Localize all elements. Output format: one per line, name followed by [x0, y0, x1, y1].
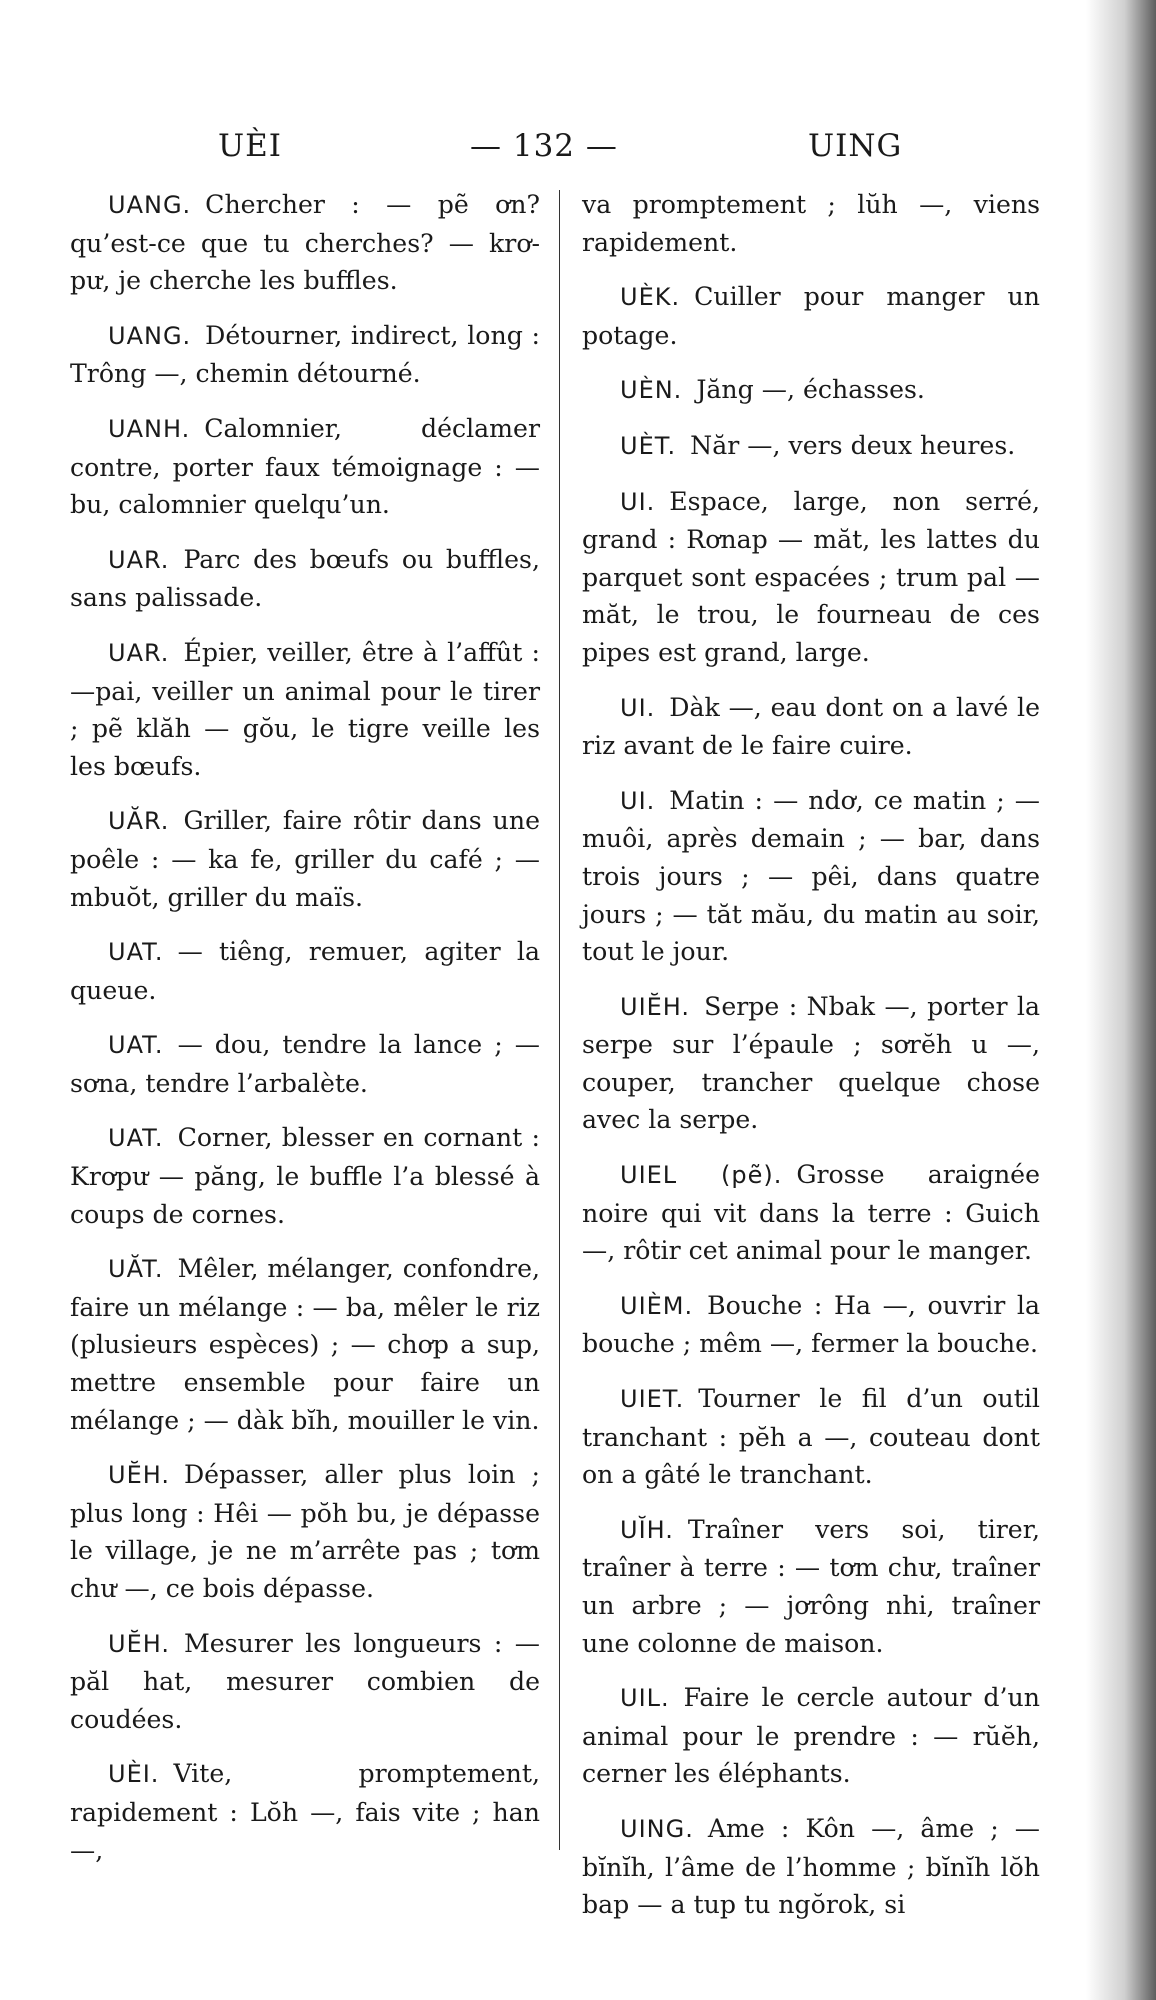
- entry-headword: UĔH.: [108, 1461, 170, 1490]
- dictionary-entry: [70, 1755, 540, 1869]
- dictionary-entry: [582, 782, 1040, 971]
- entry-definition: Griller, faire rôtir dans une poêle : — ka fe, griller du café ; — mbuŏt, griller du maïs.: [70, 806, 540, 912]
- column-divider: [559, 190, 560, 1850]
- entry-definition: Matin : — ndơ, ce matin ; — muôi, après demain ; — bar, dans trois jours ; — pêi, dans quatre jours ; — tăt mău, du matin au soir, tout le jour.: [582, 785, 1040, 967]
- left-column: [70, 186, 540, 1886]
- entry-headword: UAT.: [108, 938, 164, 967]
- dictionary-entry: [70, 1119, 540, 1233]
- entry-headword: UIĔH.: [620, 992, 691, 1021]
- dictionary-entry: [582, 1511, 1040, 1662]
- dictionary-entry: [70, 1456, 540, 1607]
- entry-definition: Calomnier, déclamer contre, porter faux témoignage : — bu, calomnier quelqu’un.: [70, 413, 540, 520]
- dictionary-entry: [582, 1287, 1040, 1363]
- entry-headword: UÈN.: [620, 376, 683, 405]
- entry-headword: UIET.: [620, 1385, 685, 1414]
- entry-definition: Tourner le fil d’un outil tranchant : pĕh a —, couteau dont on a gâté le tranchant.: [582, 1384, 1040, 1490]
- entry-headword: UĂT.: [108, 1255, 164, 1284]
- dictionary-entry: [70, 1625, 540, 1739]
- entry-definition: Bouche : Ha —, ouvrir la bouche ; mêm —, fermer la bouche.: [582, 1290, 1040, 1359]
- dictionary-entry: [582, 483, 1040, 672]
- entry-definition: Traîner vers soi, tirer, traîner à terre : — tơm chư, traîner un arbre ; — jơrông nhi, traîner une colonne de maison.: [582, 1514, 1040, 1658]
- entry-headword: UÈT.: [620, 431, 677, 460]
- entry-definition: Parc des bœufs ou buffles, sans palissade.: [70, 544, 540, 613]
- entry-definition: Dépasser, aller plus loin ; plus long : Hêi — pŏh bu, je dépasse le village, je ne m’arrête pas ; tơm chư —, ce bois dépasse.: [70, 1460, 540, 1603]
- entry-headword: UIÈM.: [620, 1291, 694, 1320]
- entry-definition: Détourner, indirect, long : Trông —, chemin détourné.: [70, 320, 540, 389]
- right-column: [582, 186, 1040, 1941]
- entry-headword: UĬH.: [620, 1515, 674, 1544]
- entry-definition: Ame : Kôn —, âme ; — bĭnĭh, l’âme de l’homme ; bĭnĭh lŏh bap — a tup tu ngŏrok, si: [582, 1813, 1040, 1920]
- entry-definition: Serpe : Nbak —, porter la serpe sur l’épaule ; sơrĕh u —, couper, trancher quelque chose avec la serpe.: [582, 991, 1040, 1135]
- entry-headword: UANG.: [108, 191, 192, 219]
- dictionary-entry: [582, 427, 1040, 466]
- dictionary-entry: [582, 1810, 1040, 1924]
- entry-definition: Dàk —, eau dont on a lavé le riz avant de le faire cuire.: [582, 692, 1040, 761]
- page-edge-shadow: [1086, 0, 1156, 2000]
- entry-definition: Chercher : — pẽ ơn? qu’est-ce que tu cherches? — krơ-pư, je cherche les buffles.: [70, 190, 540, 296]
- dictionary-entry: [70, 933, 540, 1009]
- dictionary-entry: [70, 317, 540, 393]
- dictionary-entry: [582, 1380, 1040, 1494]
- entry-headword: UAT.: [108, 1031, 164, 1060]
- entry-headword: UAT.: [108, 1124, 164, 1153]
- entry-definition: — tiêng, remuer, agiter la queue.: [70, 937, 540, 1005]
- dictionary-entry: [582, 1679, 1040, 1793]
- header-left-guideword: UÈI: [218, 128, 283, 164]
- dictionary-entry: [582, 278, 1040, 354]
- dictionary-entry: [582, 689, 1040, 765]
- entry-headword: UÈI.: [108, 1760, 160, 1789]
- dictionary-entry: [582, 988, 1040, 1139]
- dictionary-entry: [70, 634, 540, 785]
- entry-headword: UAR.: [108, 545, 170, 574]
- dictionary-entry: [582, 1156, 1040, 1270]
- entry-headword: UIL.: [620, 1684, 670, 1713]
- entry-definition: Jăng —, échasses.: [696, 375, 925, 405]
- dictionary-entry: [70, 1250, 540, 1439]
- dictionary-entry: [582, 371, 1040, 410]
- dictionary-entry: [70, 186, 540, 300]
- dictionary-entry: [70, 1026, 540, 1102]
- entry-definition: — dou, tendre la lance ; — sơna, tendre l’arbalète.: [70, 1030, 540, 1098]
- entry-definition: Grosse araignée noire qui vit dans la terre : Guich —, rôtir cet animal pour le manger.: [582, 1160, 1040, 1266]
- entry-headword: UI.: [620, 786, 656, 815]
- entry-definition: Mesurer les longueurs : — păl hat, mesurer combien de coudées.: [70, 1628, 540, 1734]
- entry-headword: UĔH.: [108, 1629, 170, 1658]
- entry-headword: UIEL (pẽ).: [620, 1161, 783, 1190]
- entry-definition: Faire le cercle autour d’un animal pour le prendre : — rŭĕh, cerner les éléphants.: [582, 1683, 1040, 1789]
- page-number: — 132 —: [470, 128, 618, 164]
- entry-headword: UI.: [620, 693, 656, 722]
- entry-definition: Épier, veiller, être à l’affût : —pai, veiller un animal pour le tirer ; pẽ klăh — gŏu, le tigre veille les les bœufs.: [70, 637, 540, 781]
- entry-definition: Espace, large, non serré, grand : Rơnap — măt, les lattes du parquet sont espacées ; trum pal — măt, le trou, le fourneau de ces pipes est grand, large.: [582, 486, 1040, 667]
- dictionary-entry: [582, 186, 1040, 261]
- dictionary-entry: [70, 802, 540, 916]
- entry-definition: Corner, blesser en cornant : Krơpư — păng, le buffle l’a blessé à coups de cornes.: [70, 1123, 540, 1229]
- entry-headword: UĂR.: [108, 807, 170, 836]
- entry-definition: va promptement ; lŭh —, viens rapidement.: [582, 190, 1040, 257]
- header-right-guideword: UING: [808, 128, 903, 164]
- dictionary-entry: [70, 410, 540, 524]
- entry-headword: UANH.: [108, 414, 191, 443]
- running-header: [0, 128, 1156, 178]
- entry-definition: Vite, promptement, rapidement : Lŏh —, fais vite ; han —,: [70, 1759, 540, 1865]
- entry-definition: Cuiller pour manger un potage.: [582, 282, 1040, 350]
- entry-definition: Mêler, mélanger, confondre, faire un mélange : — ba, mêler le riz (plusieurs espèces) ; — chơp a sup, mettre ensemble pour faire un mélange ; — dàk bĭh, mouiller le vin.: [70, 1254, 540, 1435]
- entry-headword: UANG.: [108, 321, 192, 350]
- entry-headword: UI.: [620, 487, 656, 516]
- entry-headword: UÈK.: [620, 283, 681, 312]
- entry-headword: UING.: [620, 1814, 694, 1843]
- entry-headword: UAR.: [108, 638, 170, 667]
- entry-definition: Năr —, vers deux heures.: [690, 430, 1016, 460]
- dictionary-entry: [70, 541, 540, 617]
